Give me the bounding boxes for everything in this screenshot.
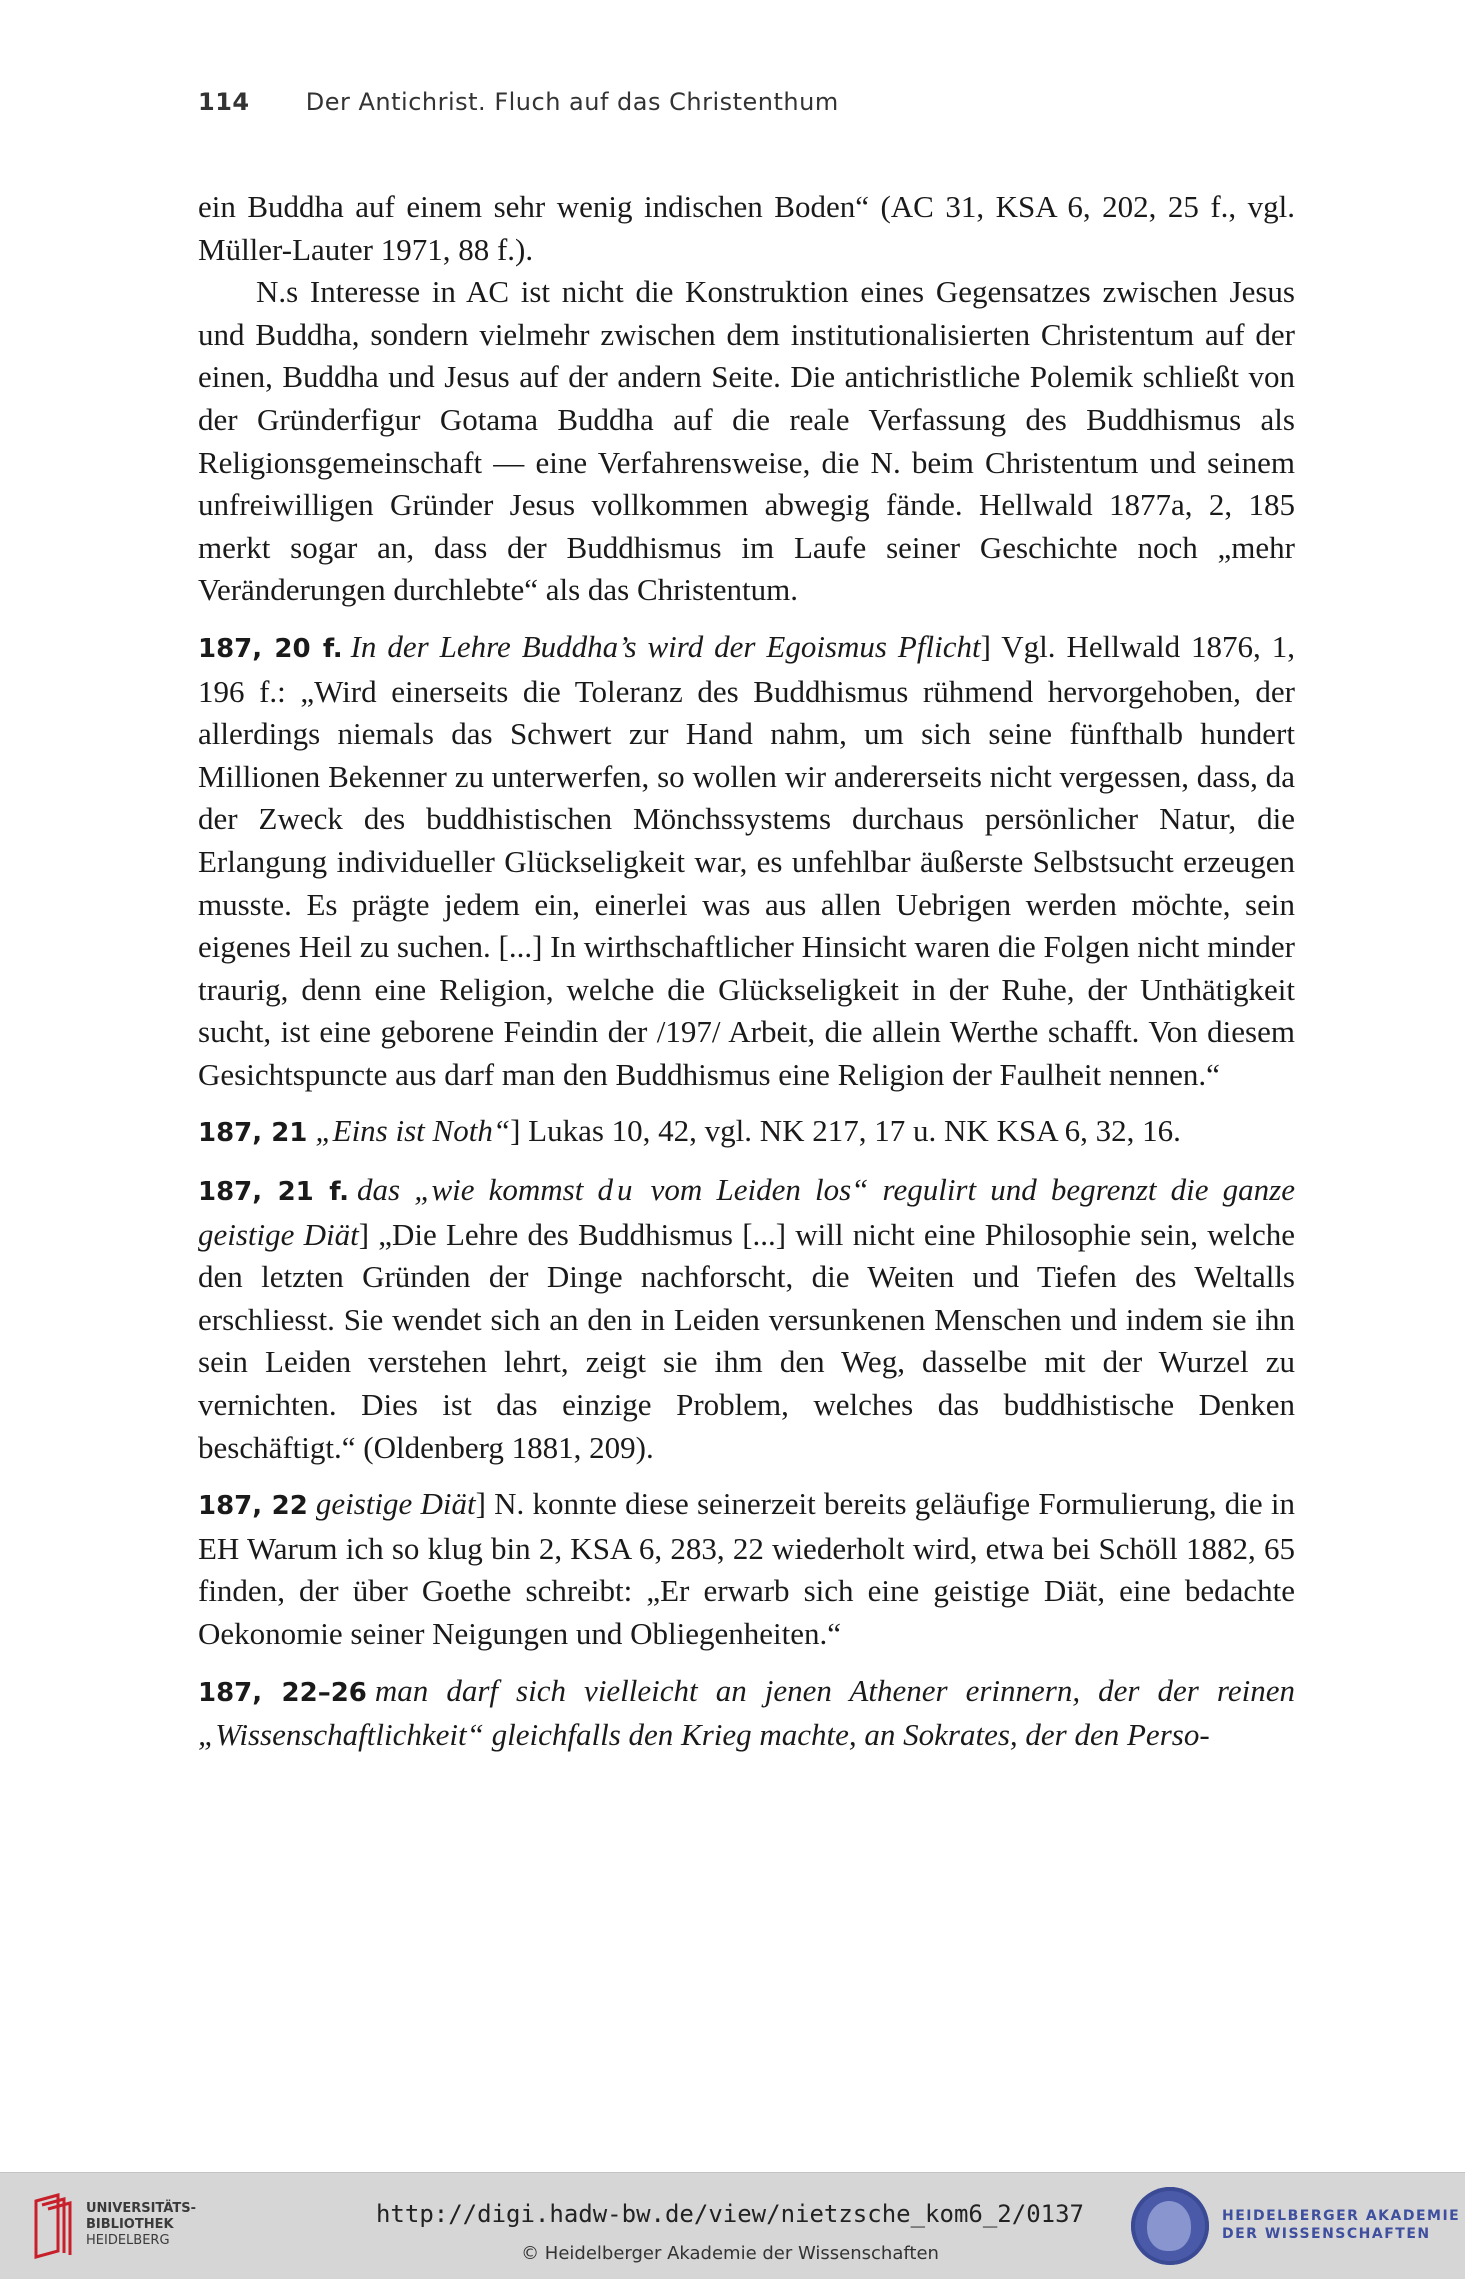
commentary-note bbox=[198, 1169, 1295, 1469]
academy-name-line: DER WISSENSCHAFTEN bbox=[1222, 2226, 1431, 2242]
note-lemma: man darf sich vielleicht an jenen Athener erinnern, der der reinen „Wissenschaftlichkeit“ gleichfalls den Krieg machte, an Sokrates, der den Perso- bbox=[198, 1672, 1295, 1753]
note-reference: 187, 20 f. bbox=[198, 633, 343, 664]
library-name bbox=[86, 2201, 196, 2249]
commentary-note bbox=[198, 1670, 1295, 1757]
copyright-notice: © Heidelberger Akademie der Wissenschaften bbox=[521, 2243, 939, 2264]
note-lemma-spaced: du bbox=[597, 1172, 637, 1208]
digitization-footer bbox=[0, 2172, 1465, 2279]
note-lemma: „Eins ist Noth“ bbox=[315, 1113, 511, 1149]
note-text: ] N. konnte diese seinerzeit bereits geläufige Formulierung, die in EH Warum ich so klug bin 2, KSA 6, 283, 22 wiederholt wird, etwa bei Schöll 1882, 65 finden, der über Goethe schreibt: „Er erwarb sich eine geistige Diät, eine bedachte Oekonomie seiner Neigungen und Obliegenheiten.“ bbox=[198, 1486, 1295, 1651]
note-reference: 187, 21 f. bbox=[198, 1177, 349, 1208]
commentary-note bbox=[198, 626, 1295, 1097]
note-lemma: geistige Diät bbox=[315, 1486, 476, 1522]
source-url-link[interactable]: http://digi.hadw-bw.de/view/nietzsche_kom6_2/0137 bbox=[375, 2200, 1084, 2228]
commentary-note bbox=[198, 1110, 1295, 1155]
note-text: ] Vgl. Hellwald 1876, 1, 196 f.: „Wird einerseits die Toleranz des Buddhismus rühmend hervorgehoben, der allerdings niemals das Schwert zur Hand nahm, um sich seine fünfthalb hundert Millionen Bekenner zu unterwerfen, so wollen wir andererseits nicht vergessen, dass, da der Zweck des buddhistischen Mönchssystems durchaus persönlicher Natur, die Erlangung individueller Glückseligkeit war, es unfehlbar äußerste Selbstsucht erzeugen musste. Es prägte jedem ein, einerlei was aus allen Uebrigen werden möchte, sein eigenes Heil zu suchen. [...] In wirthschaftlicher Hinsicht waren die Folgen nicht minder traurig, denn eine Religion, welche die Glückseligkeit in der Ruhe, der Unthätigkeit sucht, ist eine geborene Feindin der /197/ Arbeit, die allein Werthe schafft. Von diesem Gesichtspuncte aus darf man den Buddhismus eine Religion der Faulheit nennen.“ bbox=[198, 628, 1295, 1092]
commentary-note bbox=[198, 1483, 1295, 1655]
library-name-line: UNIVERSITÄTS- bbox=[86, 2201, 196, 2216]
note-reference: 187, 22 bbox=[198, 1491, 308, 1522]
academy-seal-icon bbox=[1131, 2187, 1209, 2265]
note-text: ] Lukas 10, 42, vgl. NK 217, 17 u. NK KSA 6, 32, 16. bbox=[510, 1113, 1181, 1149]
note-lemma-part: vom Leiden los“ regulirt und begrenzt die ganze geistige Diät bbox=[198, 1172, 1295, 1252]
running-title: Der Antichrist. Fluch auf das Christenthum bbox=[305, 88, 839, 116]
academy-name-line: HEIDELBERGER AKADEMIE bbox=[1222, 2208, 1461, 2224]
academy-name bbox=[1222, 2207, 1460, 2243]
paragraph: N.s Interesse in AC ist nicht die Konstruktion eines Gegensatzes zwischen Jesus und Buddha, sondern vielmehr zwischen dem institutionalisierten Christentum auf der einen, Buddha und Jesus auf der andern Seite. Die antichristliche Polemik schließt von der Gründerfigur Gotama Buddha auf die reale Verfassung des Buddhismus als Religionsgemeinschaft — eine Verfahrensweise, die N. beim Christentum und seinem unfreiwilligen Gründer Jesus vollkommen abwegig fände. Hellwald 1877a, 2, 185 merkt sogar an, dass der Buddhismus im Laufe seiner Geschichte noch „mehr Veränderungen durchlebte“ als das Christentum. bbox=[198, 274, 1295, 608]
library-name-line: HEIDELBERG bbox=[86, 2233, 170, 2248]
note-reference: 187, 21 bbox=[198, 1118, 308, 1149]
library-name-line: BIBLIOTHEK bbox=[86, 2217, 174, 2232]
note-text: ] „Die Lehre des Buddhismus [...] will nicht eine Philosophie sein, welche den letzten Gründen der Dinge nachforscht, die Weiten und Tiefen des Weltalls erschliesst. Sie wendet sich an den in Leiden versunkenen Menschen und indem sie ihn sein Leiden verstehen lehrt, zeigt sie ihm den Weg, dasselbe mit der Wurzel zu vernichten. Dies ist das einzige Problem, welches das buddhistische Denken beschäftigt.“ (Oldenberg 1881, 209). bbox=[198, 1216, 1295, 1465]
running-header bbox=[198, 88, 1298, 116]
page-body bbox=[198, 186, 1295, 1757]
note-lemma-part: das „wie kommst bbox=[357, 1172, 598, 1208]
library-logo-icon bbox=[28, 2191, 78, 2261]
page-number: 114 bbox=[198, 88, 250, 116]
note-reference: 187, 22–26 bbox=[198, 1677, 367, 1708]
note-lemma: In der Lehre Buddha’s wird der Egoismus Pflicht bbox=[350, 628, 981, 664]
paragraph-continuation: ein Buddha auf einem sehr wenig indischen Boden“ (AC 31, KSA 6, 202, 25 f., vgl. Müller-Lauter 1971, 88 f.). bbox=[198, 189, 1295, 267]
